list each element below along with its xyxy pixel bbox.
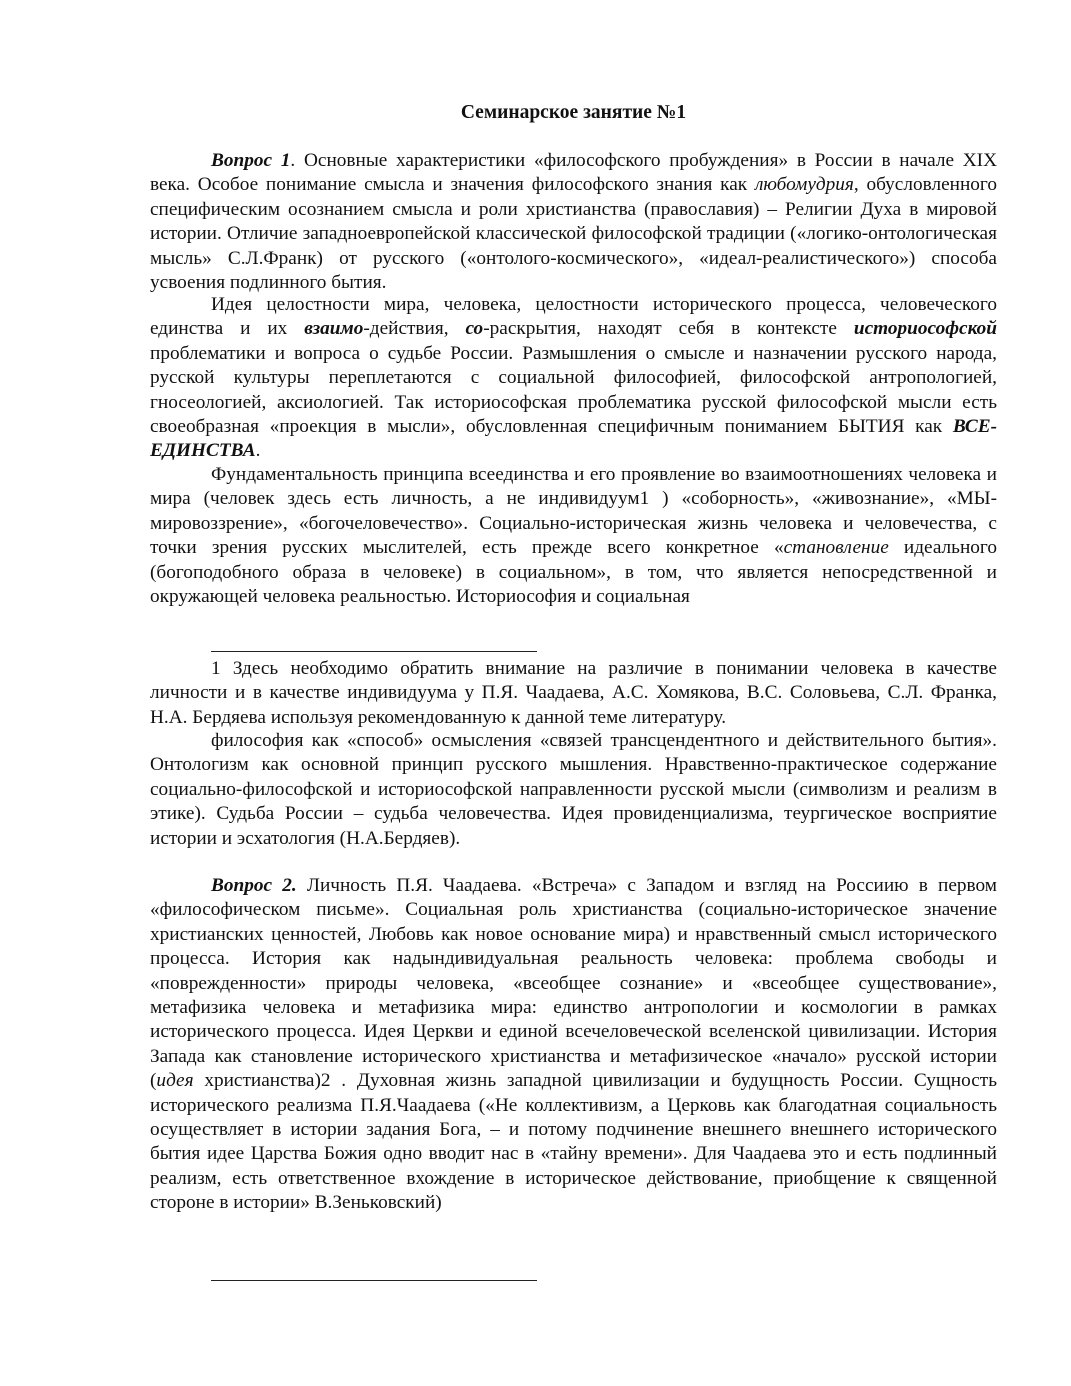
question-2-label: Вопрос 2.: [211, 875, 297, 896]
page-title: Семинарское занятие №1: [460, 102, 687, 123]
question-1-paragraph-3: Фундаментальность принципа всеединства и его проявление во взаимоотношениях человека и мира (человек здесь есть личность, а не индивидуум1 ) «соборность», «живознание», «МЫ-мировоззрение», «богочеловечество». Социально-историческая жизнь человека и человечества, с точки зрения русских мыслителей, есть прежде всего конкретное «становление идеального (богоподобного образа в человеке) в социальном», в том, что является непосредственной и окружающей человека реальностью. Историософия и социальная: [150, 464, 997, 608]
footnote-separator-2: [211, 1280, 537, 1281]
question-1-intro: Вопрос 1. Основные характеристики «философского пробуждения» в России в начале XIX века. Особое понимание смысла и значения философского знания как любомудрия, обусловленного специфическим осознанием смысла и роли христианства (православия) – Религии Духа в мировой истории. Отличие западноевропейской классической философской традиции («логико-онтологическая мысль» С.Л.Франк) от русского («онтолого-космического», «идеал-реалистического») способа усвоения подлинного бытия.: [150, 150, 997, 294]
footnote-separator: [211, 651, 537, 652]
question-1-paragraph-4: философия как «способ» осмысления «связей трансцендентного и действительного бытия». Онтологизм как основной принцип русского мышления. Нравственно-практическое содержание социально-философской и историософской направленности русской мысли (символизм и реализм в этике). Судьба России – судьба человечества. Идея провиденциализма, теургическое восприятие истории и эсхатология (Н.А.Бердяев).: [150, 730, 997, 849]
question-2-paragraph: Вопрос 2. Личность П.Я. Чаадаева. «Встреча» с Западом и взгляд на Россиию в первом «философическом письме». Социальная роль христианства (социально-историческое значение христианских ценностей, Любовь как новое основание мира) и нравственный смысл исторического процесса. История как надындивидуальная реальность человека: проблема свободы и «поврежденности» природы человека, «всеобщее сознание» и «всеобщее существование», метафизика человека и метафизика мира: единство антропологии и космологии в рамках исторического процесса. Идея Церкви и единой всечеловеческой вселенской цивилизации. История Запада как становление исторического христианства и метафизическое «начало» русской истории (идея христианства)2 . Духовная жизнь западной цивилизации и будущность России. Сущность исторического реализма П.Я.Чаадаева («Не коллективизм, а Церковь как благодатная социальность осуществляет в истории задания Бога, – и потому подчинение внешнего внешнего исторического бытия идее Царства Божия одно вводит нас в «тайну времени». Для Чаадаева это и есть подлинный реализм, есть ответственное вхождение в историческое действование, приобщение к священной стороне в истории» В.Зеньковский): [150, 875, 997, 1214]
question-1-label: Вопрос 1: [211, 150, 291, 171]
question-1-paragraph-2: Идея целостности мира, человека, целостности исторического процесса, человеческого единства и их взаимо-действия, со-раскрытия, находят себя в контексте историософской проблематики и вопроса о судьбе России. Размышления о смысле и назначении русского народа, русской культуры переплетаются с социальной философией, философской антропологией, гносеологией, аксиологией. Так историософская проблематика русской философской мысли есть своеобразная «проекция в мысли», обусловленная специфичным пониманием БЫТИЯ как ВСЕ-ЕДИНСТВА.: [150, 294, 997, 462]
footnote-1: 1 Здесь необходимо обратить внимание на различие в понимании человека в качестве личности и в качестве индивидуума у П.Я. Чаадаева, А.С. Хомякова, В.С. Соловьева, С.Л. Франка, Н.А. Бердяева используя рекомендованную к данной теме литературу.: [150, 658, 997, 728]
